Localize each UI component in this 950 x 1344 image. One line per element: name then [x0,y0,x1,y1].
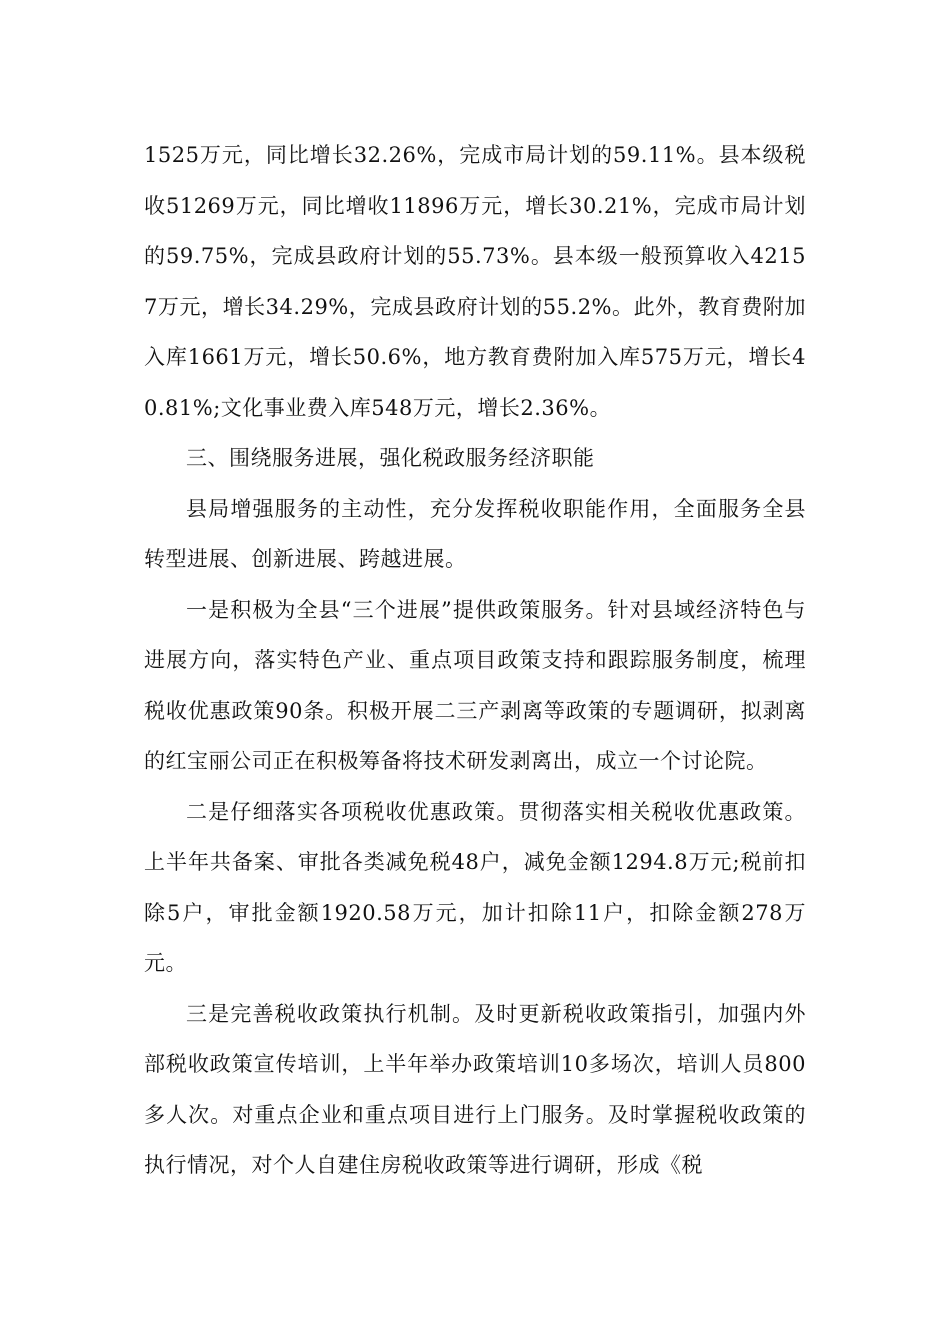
paragraph-tax-incentives: 二是仔细落实各项税收优惠政策。贯彻落实相关税收优惠政策。上半年共备案、审批各类减免税48户，减免金额1294.8万元;税前扣除5户，审批金额1920.58万元，加计扣除11户，扣除金额278万元。 [144,799,806,975]
paragraph-service-intro: 县局增强服务的主动性，充分发挥税收职能作用，全面服务全县转型进展、创新进展、跨越进展。 [144,496,806,571]
paragraph-policy-mechanism: 三是完善税收政策执行机制。及时更新税收政策指引，加强内外部税收政策宣传培训，上半年举办政策培训10多场次，培训人员800多人次。对重点企业和重点项目进行上门服务。及时掌握税收政策的执行情况，对个人自建住房税收政策等进行调研，形成《税 [144,1001,806,1177]
paragraph-policy-service: 一是积极为全县“三个进展”提供政策服务。针对县域经济特色与进展方向，落实特色产业、重点项目政策支持和跟踪服务制度，梳理税收优惠政策90条。积极开展二三产剥离等政策的专题调研，拟剥离的红宝丽公司正在积极筹备将技术研发剥离出，成立一个讨论院。 [144,597,806,773]
paragraph-revenue-summary: 1525万元，同比增长32.26%，完成市局计划的59.11%。县本级税收51269万元，同比增收11896万元，增长30.21%，完成市局计划的59.75%，完成县政府计划的55.73%。县本级一般预算收入42157万元，增长34.29%，完成县政府计划的55.2%。此外，教育费附加入库1661万元，增长50.6%，地方教育费附加入库575万元，增长40.81%;文化事业费入库548万元，增长2.36%。 [144,143,806,420]
document-body [144,130,806,1191]
section-heading-three: 三、围绕服务进展，强化税政服务经济职能 [186,446,595,470]
